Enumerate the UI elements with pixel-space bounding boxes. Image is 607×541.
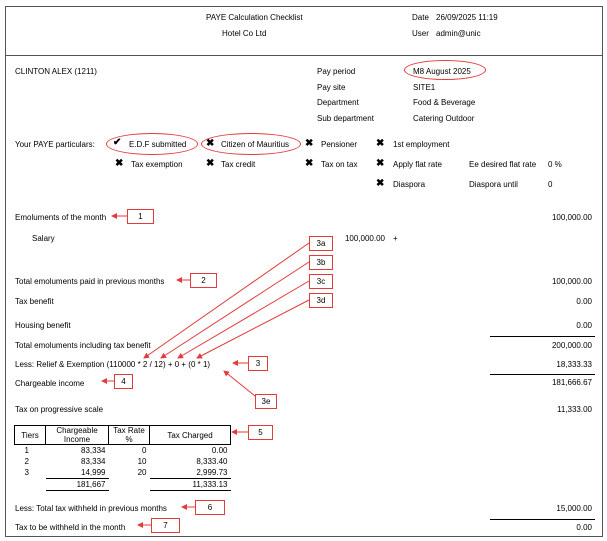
department-label: Department (317, 98, 359, 107)
annotation-3: 3 (248, 356, 268, 371)
income-cell: 14,999 (46, 467, 109, 479)
tax-on-tax-text: Tax on tax (321, 160, 358, 169)
cross-icon: ✖ (305, 138, 314, 149)
prev-emoluments-label: Total emoluments paid in previous months (15, 277, 165, 286)
tax-charged-header: Tax Charged (150, 426, 231, 445)
pay-site-label: Pay site (317, 83, 346, 92)
diaspora-until-label: Diaspora until (469, 180, 518, 189)
progressive-label: Tax on progressive scale (15, 405, 104, 414)
tier-cell: 2 (24, 457, 29, 466)
arrow-3e (224, 371, 255, 396)
ee-flat-rate-value: 0 % (548, 160, 562, 169)
housing-benefit-value: 0.00 (576, 321, 592, 330)
cross-icon: ✖ (115, 158, 124, 169)
user-value: admin@unic (436, 29, 481, 38)
annotation-7: 7 (151, 518, 180, 533)
arrow-3c (178, 281, 309, 358)
cross-icon: ✖ (376, 178, 385, 189)
total-incl-label: Total emoluments including tax benefit (15, 341, 151, 350)
cross-icon: ✖ (305, 158, 314, 169)
annotation-3b: 3b (309, 255, 333, 270)
citizen-text: Citizen of Mauritius (221, 140, 290, 149)
company-name: Hotel Co Ltd (222, 29, 267, 38)
diaspora-until-value: 0 (548, 180, 553, 189)
edf-submitted-text: E.D.F submitted (129, 140, 187, 149)
arrow-3a (144, 243, 309, 358)
apply-flat-rate-text: Apply flat rate (393, 160, 442, 169)
progressive-value: 11,333.00 (557, 405, 592, 414)
tax-rate-header: Tax Rate % (109, 426, 150, 445)
cross-icon: ✖ (206, 138, 215, 149)
rate-cell: 20 (137, 468, 147, 478)
prev-emoluments-value: 100,000.00 (551, 277, 592, 286)
prev-tax-value: 15,000.00 (556, 504, 592, 513)
sub-department-label: Sub department (317, 114, 374, 123)
salary-sign: + (393, 234, 398, 243)
cross-icon: ✖ (206, 158, 215, 169)
tax-benefit-value: 0.00 (576, 297, 592, 306)
tier-cell: 1 (24, 446, 29, 455)
tax-cell: 0.00 (211, 446, 228, 455)
sub-department-value: Catering Outdoor (413, 114, 475, 123)
chargeable-value: 181,666.67 (551, 378, 592, 387)
relief-value: 18,333.33 (556, 360, 592, 369)
cross-icon: ✖ (376, 158, 385, 169)
tax-cell: 8,333.40 (196, 457, 228, 466)
report-title: PAYE Calculation Checklist (206, 13, 303, 22)
annotation-3e: 3e (255, 394, 277, 409)
emoluments-label: Emoluments of the month (15, 213, 107, 222)
pay-period-value: M8 August 2025 (413, 67, 471, 76)
department-value: Food & Beverage (413, 98, 476, 107)
tax-exemption-text: Tax exemption (131, 160, 183, 169)
diaspora-text: Diaspora (393, 180, 426, 189)
relief-label: Less: Relief & Exemption (110000 * 2 / 12) + 0 + (0 * 1) (15, 360, 211, 369)
annotation-5: 5 (248, 425, 273, 440)
withheld-value: 0.00 (576, 523, 592, 532)
annotation-3c: 3c (309, 274, 333, 289)
salary-value: 100,000.00 (344, 234, 385, 243)
pensioner-text: Pensioner (321, 140, 358, 149)
cross-icon: ✖ (376, 138, 385, 149)
arrow-3d (197, 300, 309, 358)
ee-flat-rate-label: Ee desired flat rate (469, 160, 537, 169)
date-label: Date (412, 13, 429, 22)
annotation-3d: 3d (309, 293, 333, 308)
arrow-3b (161, 262, 309, 358)
check-icon: ✔ (113, 137, 122, 148)
pay-period-label: Pay period (317, 67, 356, 76)
annotation-6: 6 (195, 500, 225, 515)
withheld-label: Tax to be withheld in the month (15, 523, 126, 532)
tier-cell: 3 (24, 468, 29, 478)
annotation-2: 2 (190, 273, 217, 288)
employee-name: CLINTON ALEX (1211) (15, 67, 97, 76)
particulars-label: Your PAYE particulars: (15, 140, 95, 149)
rate-cell: 10 (137, 457, 147, 466)
salary-label: Salary (32, 234, 55, 243)
total-income-cell: 181,667 (46, 479, 109, 491)
annotation-3a: 3a (309, 236, 333, 251)
tax-cell: 2,999.73 (150, 467, 231, 479)
date-value: 26/09/2025 11:19 (436, 13, 498, 22)
annotation-1: 1 (127, 209, 154, 224)
chargeable-label: Chargeable income (15, 379, 85, 388)
housing-benefit-label: Housing benefit (15, 321, 71, 330)
rate-cell: 0 (142, 446, 147, 455)
annotation-4: 4 (114, 374, 133, 389)
income-cell: 83,334 (81, 457, 106, 466)
prev-tax-label: Less: Total tax withheld in previous months (15, 504, 167, 513)
user-label: User (412, 29, 429, 38)
emoluments-value: 100,000.00 (551, 213, 592, 222)
total-tax-cell: 11,333.13 (150, 479, 231, 491)
chargeable-income-header: Chargeable Income (46, 426, 109, 445)
first-employment-text: 1st employment (393, 140, 450, 149)
tax-benefit-label: Tax benefit (15, 297, 54, 306)
total-incl-value: 200,000.00 (551, 341, 592, 350)
pay-site-value: SITE1 (413, 83, 436, 92)
tiers-header: Tiers (15, 426, 46, 445)
tax-credit-text: Tax credit (221, 160, 256, 169)
income-cell: 83,334 (81, 446, 106, 455)
